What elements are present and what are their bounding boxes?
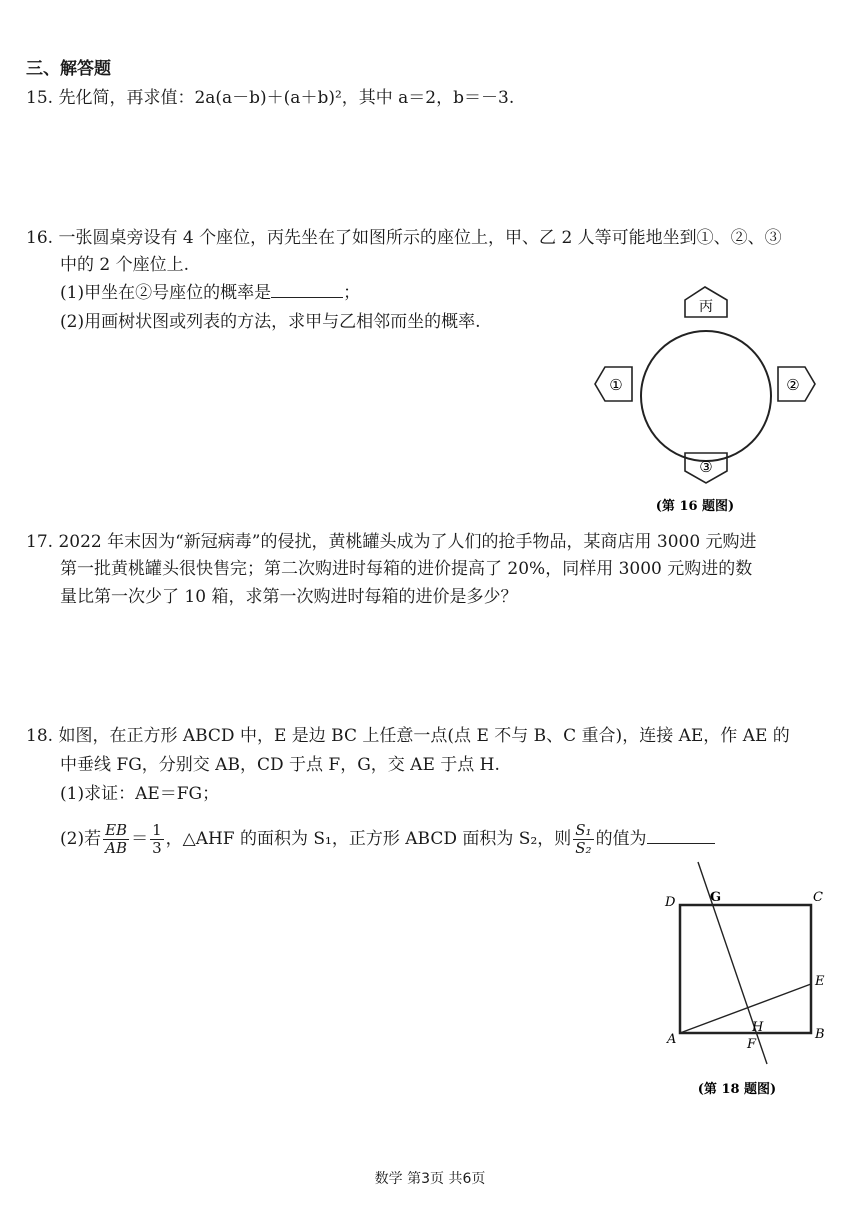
- label-b: B: [815, 1027, 825, 1042]
- square-figure: [655, 858, 835, 1098]
- q18-part2-middle: ，△AHF 的面积为 S₁，正方形 ABCD 面积为 S₂，则: [165, 829, 572, 849]
- fraction-numerator: S₁: [575, 821, 592, 839]
- question-18-line1: 18. 如图，在正方形 ABCD 中，E 是边 BC 上任意一点(点 E 不与 B、C 重合)，连接 AE，作 AE 的: [26, 726, 790, 746]
- label-f: F: [747, 1037, 757, 1052]
- seat-right-label: ②: [786, 376, 800, 394]
- question-16-part1-end: ；: [343, 283, 361, 303]
- q18-equals: ＝: [131, 829, 149, 849]
- seat-left-label: ①: [609, 376, 623, 394]
- seat-bottom-label: ③: [699, 458, 713, 476]
- figure-16-caption: (第 16 题图): [655, 499, 735, 514]
- question-16-line2: 中的 2 个座位上.: [60, 255, 190, 275]
- question-17-line1: 17. 2022 年末因为“新冠病毒”的侵扰，黄桃罐头成为了人们的抢手物品，某商店用 3000 元购进: [26, 532, 757, 552]
- section-title: 三、解答题: [26, 59, 111, 79]
- question-18-part1: (1)求证：AE＝FG；: [60, 784, 220, 804]
- question-17-line3: 量比第一次少了 10 箱，求第一次购进时每箱的进价是多少？: [60, 587, 518, 607]
- figure-18-caption: (第 18 题图): [697, 1082, 777, 1097]
- fraction-denominator: 3: [152, 839, 162, 857]
- q18-part2-prefix: (2)若: [60, 829, 102, 849]
- seat-top-label: 丙: [699, 299, 713, 315]
- round-table-figure: [585, 282, 845, 518]
- question-16-part1: [60, 281, 360, 305]
- segment-ae: [680, 984, 811, 1033]
- q18-part2-end: 的值为: [595, 829, 647, 849]
- question-18-part2: [60, 822, 715, 857]
- label-a: A: [667, 1032, 677, 1047]
- label-g: G: [710, 890, 722, 905]
- fraction-s1-s2: [573, 822, 593, 857]
- fraction-numerator: 1: [152, 821, 162, 839]
- question-16-line1: 16. 一张圆桌旁设有 4 个座位，丙先坐在了如图所示的座位上，甲、乙 2 人等可能地坐到①、②、③: [26, 228, 782, 248]
- fraction-denominator: S₂: [575, 839, 592, 857]
- question-16-part2: (2)用画树状图或列表的方法，求甲与乙相邻而坐的概率.: [60, 312, 481, 332]
- question-18-line2: 中垂线 FG，分别交 AB，CD 于点 F，G，交 AE 于点 H.: [60, 755, 500, 775]
- label-e: E: [815, 974, 825, 989]
- fraction-denominator: AB: [105, 839, 128, 857]
- question-15: 15. 先化简，再求值：2a(a－b)＋(a＋b)²，其中 a＝2，b＝－3.: [26, 88, 515, 108]
- question-16-part1-text: (1)甲坐在②号座位的概率是: [60, 283, 272, 303]
- label-d: D: [665, 895, 676, 910]
- fraction-one-third: [150, 822, 164, 857]
- answer-blank: [271, 297, 343, 298]
- question-17-line2: 第一批黄桃罐头很快售完；第二次购进时每箱的进价提高了 20%，同样用 3000 元购进的数: [60, 559, 753, 579]
- fraction-numerator: EB: [105, 821, 128, 839]
- answer-blank: [647, 843, 715, 844]
- label-h: H: [752, 1020, 764, 1035]
- page-footer: 数学 第3页 共6页: [374, 1171, 486, 1187]
- square-abcd: [680, 905, 811, 1033]
- label-c: C: [813, 890, 823, 905]
- table-circle: [641, 331, 771, 461]
- fraction-eb-ab: [103, 822, 129, 857]
